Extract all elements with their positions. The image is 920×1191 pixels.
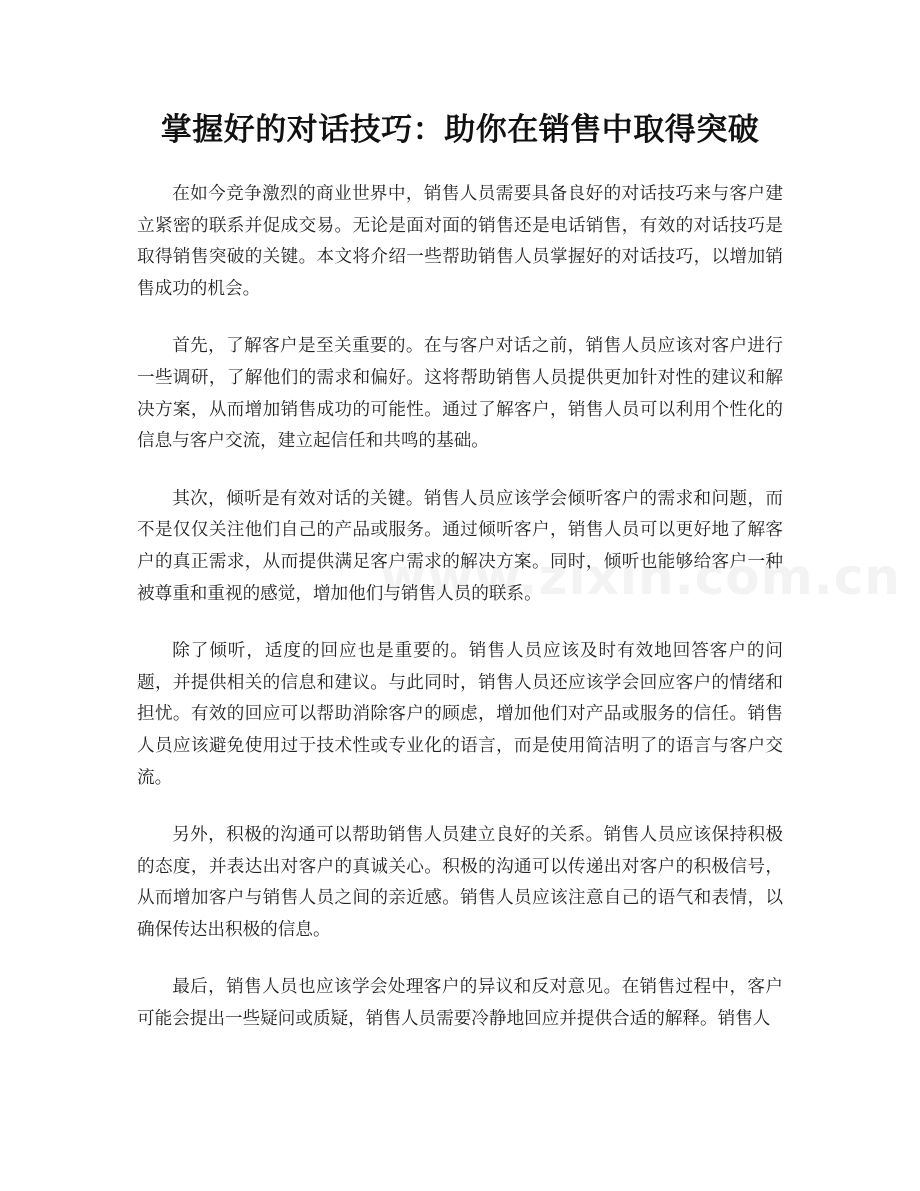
document-body [137, 179, 783, 1036]
paragraph: 在如今竞争激烈的商业世界中，销售人员需要具备良好的对话技巧来与客户建立紧密的联系并促成交易。无论是面对面的销售还是电话销售，有效的对话技巧是取得销售突破的关键。本文将介绍一些帮助销售人员掌握好的对话技巧，以增加销售成功的机会。 [137, 184, 783, 299]
paragraph: 首先，了解客户是至关重要的。在与客户对话之前，销售人员应该对客户进行一些调研，了解他们的需求和偏好。这将帮助销售人员提供更加针对性的建议和解决方案，从而增加销售成功的可能性。通过了解客户，销售人员可以利用个性化的信息与客户交流，建立起信任和共鸣的基础。 [137, 336, 783, 452]
document-title: 掌握好的对话技巧：助你在销售中取得突破 [160, 112, 760, 148]
paragraph: 除了倾听，适度的回应也是重要的。销售人员应该及时有效地回答客户的问题，并提供相关的信息和建议。与此同时，销售人员还应该学会回应客户的情绪和担忧。有效的回应可以帮助消除客户的顾虑，增加他们对产品或服务的信任。销售人员应该避免使用过于技术性或专业化的语言，而是使用简洁明了的语言与客户交流。 [137, 641, 783, 788]
paragraph: 另外，积极的沟通可以帮助销售人员建立良好的关系。销售人员应该保持积极的态度，并表达出对客户的真诚关心。积极的沟通可以传递出对客户的积极信号，从而增加客户与销售人员之间的亲近感。销售人员应该注意自己的语气和表情，以确保传达出积极的信息。 [137, 825, 783, 940]
paragraph: 其次，倾听是有效对话的关键。销售人员应该学会倾听客户的需求和问题，而不是仅仅关注他们自己的产品或服务。通过倾听客户，销售人员可以更好地了解客户的真正需求，从而提供满足客户需求的解决方案。同时，倾听也能够给客户一种被尊重和重视的感觉，增加他们与销售人员的联系。 [137, 488, 783, 604]
paragraph: 最后，销售人员也应该学会处理客户的异议和反对意见。在销售过程中，客户可能会提出一些疑问或质疑，销售人员需要冷静地回应并提供合适的解释。销售人 [137, 977, 783, 1030]
